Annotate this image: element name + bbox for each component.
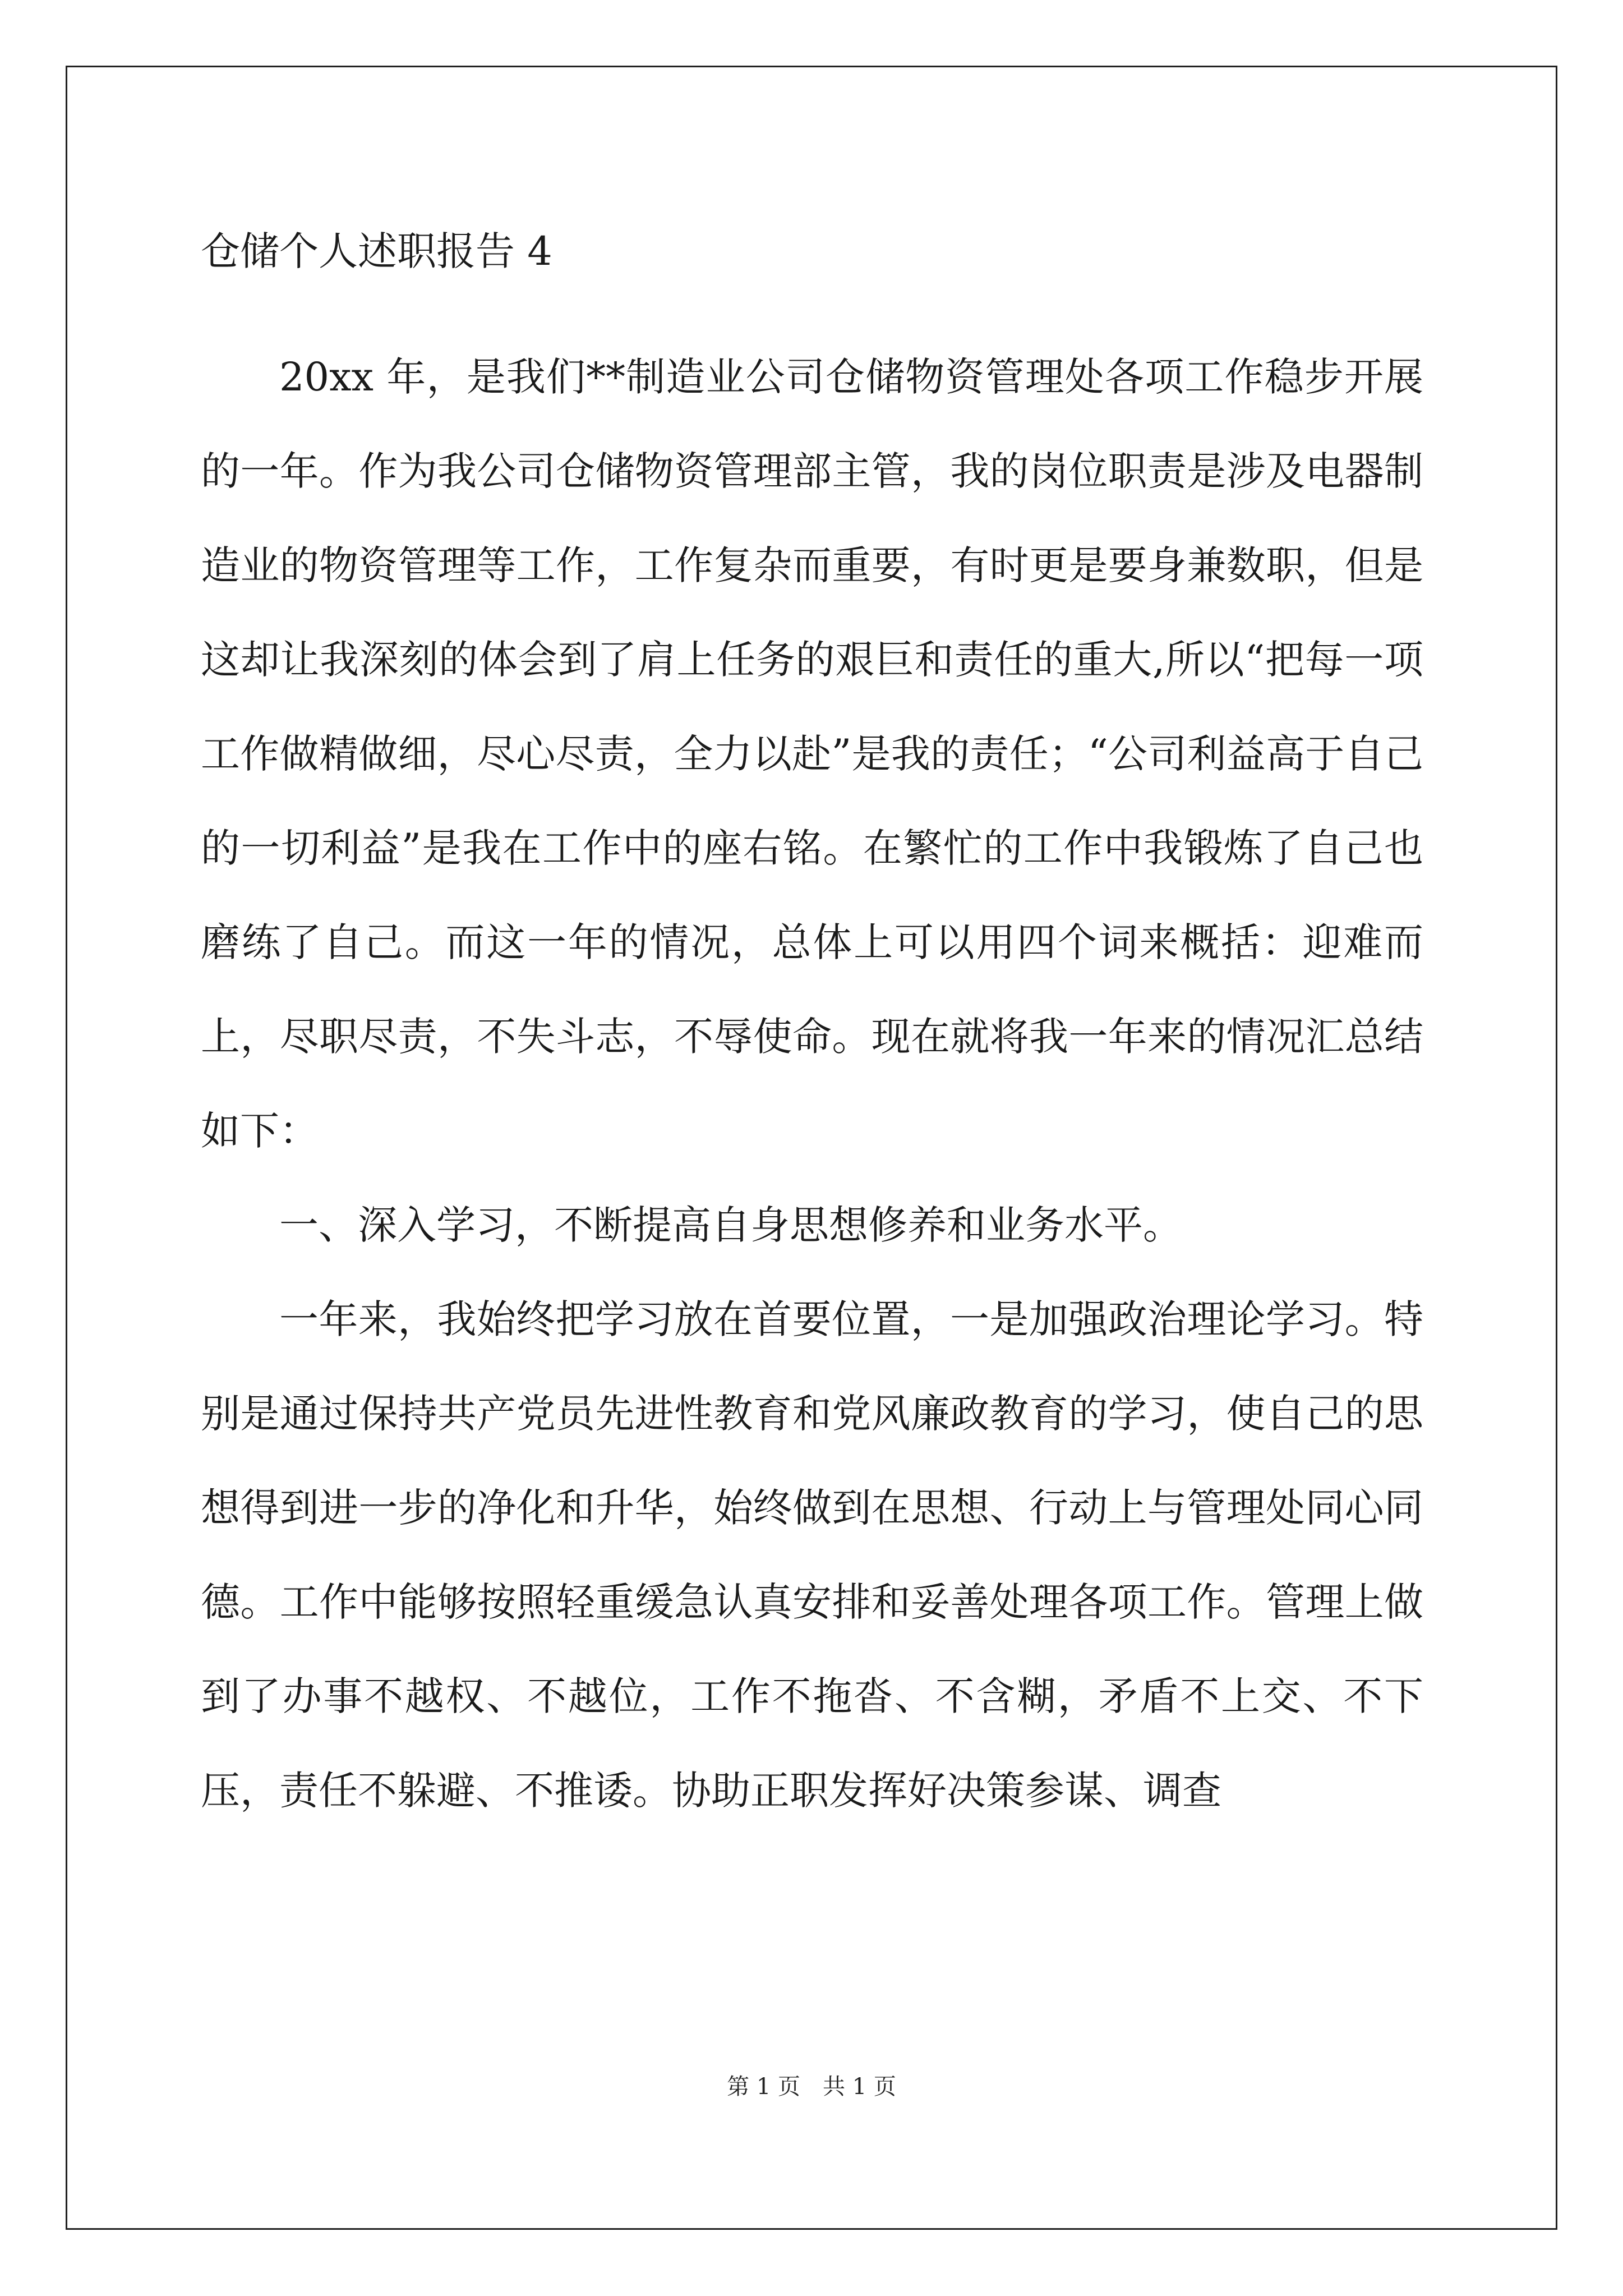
- paragraph-section-heading: 一、深入学习，不断提高自身思想修养和业务水平。: [279, 1202, 1182, 1248]
- document-title: 仓储个人述职报告 4: [201, 228, 552, 274]
- page-footer: 第 1 页 共 1 页: [727, 2074, 896, 2100]
- paragraph-study: 一年来，我始终把学习放在首要位置，一是加强政治理论学习。特别是通过保持共产党员先进性教育和党风廉政教育的学习，使自己的思想得到进一步的净化和升华，始终做到在思想、行动上与管理处同心同德。工作中能够按照轻重缓急认真安排和妥善处理各项工作。管理上做到了办事不越权、不越位，工作不拖沓、不含糊，矛盾不上交、不下压，责任不躲避、不推诿。协助正职发挥好决策参谋、调查: [201, 1296, 1423, 1814]
- document-body: [201, 218, 1423, 1838]
- paragraph-intro: 20xx 年，是我们**制造业公司仓储物资管理处各项工作稳步开展的一年。作为我公司仓储物资管理部主管，我的岗位职责是涉及电器制造业的物资管理等工作，工作复杂而重要，有时更是要身兼数职，但是这却让我深刻的体会到了肩上任务的艰巨和责任的重大,所以“把每一项工作做精做细，尽心尽责，全力以赴”是我的责任；“公司利益高于自己的一切利益”是我在工作中的座右铭。在繁忙的工作中我锻炼了自己也磨练了自己。而这一年的情况，总体上可以用四个词来概括：迎难而上，尽职尽责，不失斗志，不辱使命。现在就将我一年来的情况汇总结如下：: [201, 354, 1423, 1154]
